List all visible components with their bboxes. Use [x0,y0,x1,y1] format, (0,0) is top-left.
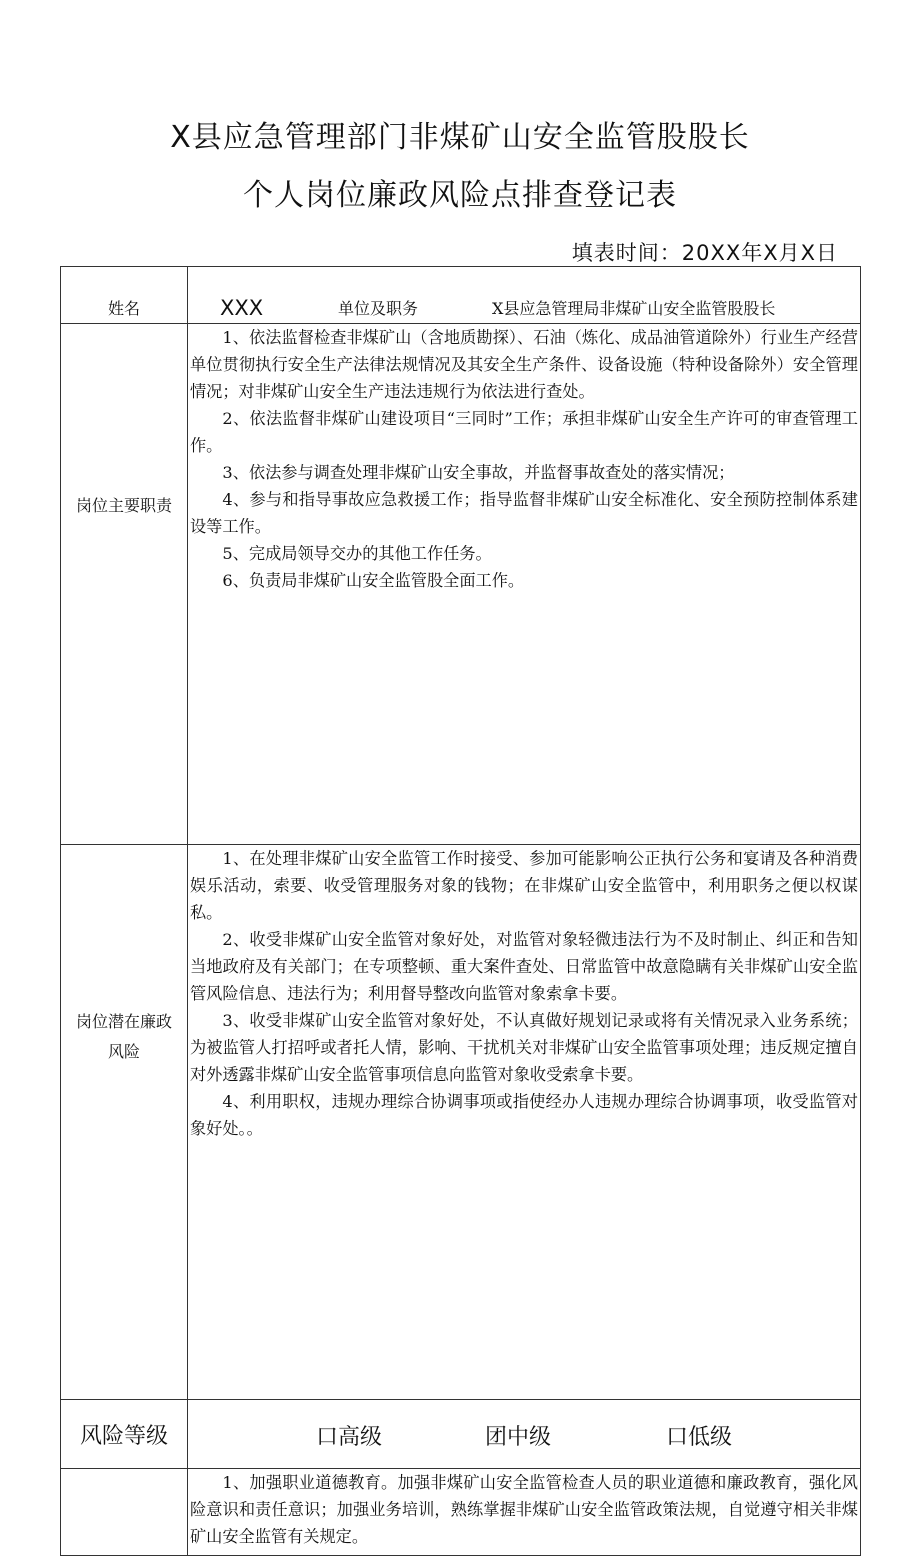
risk-level-row [61,1400,861,1469]
risk-item: 4、利用职权，违规办理综合协调事项或指使经办人违规办理综合协调事项，收受监管对象好处。。 [190,1092,858,1138]
measures-row [61,1469,861,1556]
duties-label: 岗位主要职责 [61,324,188,845]
duty-item: 6、负责局非煤矿山安全监管股全面工作。 [222,571,525,590]
risks-label-line2: 风险 [107,1042,140,1061]
measures-cell [188,1469,861,1556]
risk-item: 3、收受非煤矿山安全监管对象好处，不认真做好规划记录或将有关情况录入业务系统；为被监管人打招呼或者托人情，影响、干扰机关对非煤矿山安全监管事项处理；违反规定擅自对外透露非煤矿山安全监管事项信息向监管对象收受索拿卡要。 [190,1011,858,1084]
risks-row [61,845,861,1400]
name-row [61,267,861,324]
duties-row [61,324,861,845]
unit-label: 单位及职务 [338,299,419,318]
unit-value: X县应急管理局非煤矿山安全监管股股长 [492,299,776,318]
risk-level-high-checkbox[interactable]: 口高级 [316,1425,383,1450]
risk-registration-table [60,266,861,1556]
page-title: X县应急管理部门非煤矿山安全监管股股长 [170,120,750,155]
name-value: XXX [220,296,264,320]
risk-level-label: 风险等级 [61,1400,188,1469]
duty-item: 4、参与和指导事故应急救援工作；指导监督非煤矿山安全标准化、安全预防控制体系建设等工作。 [190,490,858,536]
fill-date: 填表时间：20XX年X月X日 [571,241,838,265]
page-subtitle: 个人岗位廉政风险点排查登记表 [243,178,677,213]
duty-item: 2、依法监督非煤矿山建设项目“三同时”工作；承担非煤矿山安全生产许可的审查管理工作。 [190,409,858,455]
duty-item: 1、依法监督检查非煤矿山（含地质勘探）、石油（炼化、成品油管道除外）行业生产经营单位贯彻执行安全生产法律法规情况及其安全生产条件、设备设施（特种设备除外）安全管理情况；对非煤矿山安全生产违法违规行为依法进行查处。 [190,328,858,401]
risks-label-line1: 岗位潜在廉政 [75,1012,172,1031]
duty-item: 3、依法参与调查处理非煤矿山安全事故，并监督事故查处的落实情况； [222,463,735,482]
risk-item: 1、在处理非煤矿山安全监管工作时接受、参加可能影响公正执行公务和宴请及各种消费娱乐活动，索要、收受管理服务对象的钱物；在非煤矿山安全监管中，利用职务之便以权谋私。 [190,849,858,922]
duty-item: 5、完成局领导交办的其他工作任务。 [222,544,492,563]
risk-level-cell [188,1400,861,1469]
risk-level-low-checkbox[interactable]: 口低级 [666,1425,733,1450]
measure-item: 1、加强职业道德教育。加强非煤矿山安全监管检查人员的职业道德和廉政教育，强化风险意识和责任意识；加强业务培训，熟练掌握非煤矿山安全监管政策法规，自觉遵守相关非煤矿山安全监管有关规定。 [190,1473,858,1546]
risk-level-medium-checkbox[interactable]: 团中级 [485,1425,552,1450]
risk-item: 2、收受非煤矿山安全监管对象好处，对监管对象轻微违法行为不及时制止、纠正和告知当地政府及有关部门；在专项整顿、重大案件查处、日常监管中故意隐瞒有关非煤矿山安全监管风险信息、违法行为；利用督导整改向监管对象索拿卡要。 [190,930,858,1003]
risks-cell [188,845,861,1400]
duties-cell [188,324,861,845]
name-label: 姓名 [61,267,188,324]
name-unit-cell [188,267,861,324]
risks-label [61,845,188,1400]
measures-label [61,1469,188,1556]
